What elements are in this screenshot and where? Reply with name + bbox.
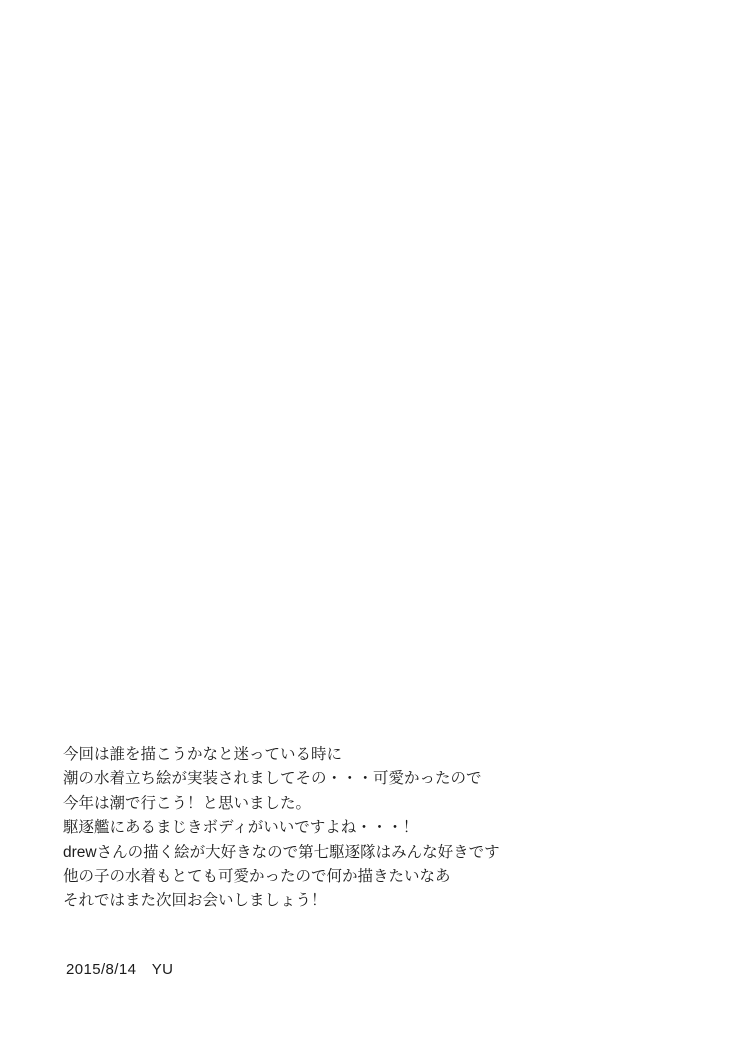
afterword-line: 他の子の水着もとても可愛かったので何か描きたいなあ [63,868,451,886]
date-and-author-signature: 2015/8/14 YU [66,961,174,978]
afterword-line: 今年は潮で行こう！と思いました。 [63,794,312,812]
afterword-text-block [63,743,663,914]
afterword-line: 潮の水着立ち絵が実装されましてその・・・可愛かったので [63,770,482,788]
afterword-line: 今回は誰を描こうかなと迷っている時に [63,746,343,763]
afterword-line: それではまた次回お会いしましょう！ [63,892,327,910]
afterword-line: 駆逐艦にあるまじきボディがいいですよね・・・！ [63,819,419,837]
afterword-line: drewさんの描く絵が大好きなので第七駆逐隊はみんな好きです [63,843,500,861]
